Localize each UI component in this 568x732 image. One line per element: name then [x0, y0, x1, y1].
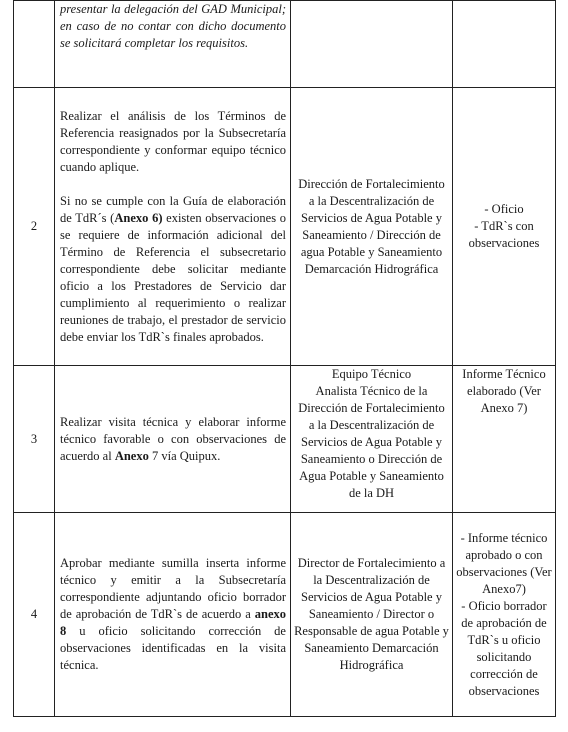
procedure-table — [13, 0, 556, 717]
activity-text: 7 vía Quipux. — [148, 448, 221, 463]
activity-paragraph — [60, 555, 286, 674]
step-number-cell: 4 — [14, 513, 55, 717]
table-row — [14, 513, 556, 717]
responsible-cell — [291, 366, 453, 513]
output-cell — [453, 1, 556, 88]
annex-reference: Anexo 6) — [114, 210, 163, 225]
output-item: - Informe técnico aprobado o con observaciones (Ver Anexo7) — [456, 530, 552, 596]
activity-paragraph — [60, 414, 286, 465]
responsible-cell: Dirección de Fortalecimiento a la Descentralización de Servicios de Agua Potable y Saneamiento / Dirección de agua Potable y Saneamiento Demarcación Hidrográfica — [291, 88, 453, 366]
responsible-cell — [291, 1, 453, 88]
activity-text: u oficio solicitando corrección de observaciones identificadas en la visita técnica. — [60, 624, 286, 672]
table-row — [14, 88, 556, 366]
responsible-cell: Director de Fortalecimiento a la Descentralización de Servicios de Agua Potable y Saneamiento / Director o Responsable de agua Potable y Saneamiento Demarcación Hidrográfica — [291, 513, 453, 717]
output-item: - Oficio — [484, 202, 524, 216]
table-row — [14, 366, 556, 513]
responsible-text: Analista Técnico de la Dirección de Fortalecimiento a la Descentralización de Servicios de Agua Potable y Saneamiento o Dirección de Agua Potable y Saneamiento de la DH — [298, 384, 445, 500]
activity-cell — [55, 366, 291, 513]
output-cell — [453, 88, 556, 366]
step-number-cell: 3 — [14, 366, 55, 513]
output-cell — [453, 513, 556, 717]
activity-text: existen observaciones o se requiere de información adicional del Término de Referencia el subsecretario correspondiente debe solicitar mediante oficio a los Prestadores de Servicio dar cumplimiento al requerimiento o realizar reuniones de trabajo, el prestador de servicio debe enviar los TdR`s finales aprobados. — [60, 210, 286, 344]
output-item: - TdR`s con observaciones — [468, 219, 540, 250]
responsible-text: Equipo Técnico — [331, 367, 412, 381]
activity-paragraph: Realizar el análisis de los Términos de Referencia reasignados por la Subsecretaría correspondiente y conformar equipo técnico cuando aplique. — [60, 108, 286, 174]
step-number-cell — [14, 1, 55, 88]
activity-text: Realizar visita técnica y elaborar informe técnico favorable o con observaciones de acuerdo al — [60, 414, 286, 463]
output-item: - Oficio borrador de aprobación de TdR`s u oficio solicitando corrección de observaciones — [461, 598, 547, 698]
activity-cell — [55, 88, 291, 366]
activity-paragraph — [60, 193, 286, 346]
activity-text: Si no se cumple con la Guía de elaboración de TdR´s ( — [60, 193, 286, 225]
activity-cell — [55, 513, 291, 717]
activity-text: Aprobar mediante sumilla inserta informe técnico y emitir a la Subsecretaría correspondiente adjuntando oficio borrador de aprobación de TdR`s de acuerdo a — [60, 556, 286, 621]
activity-cell — [55, 1, 291, 88]
table-row — [14, 1, 556, 88]
output-cell: Informe Técnico elaborado (Ver Anexo 7) — [453, 366, 556, 513]
activity-text: presentar la delegación del GAD Municipal; en caso de no contar con dicho documento se solicitará completar los requisitos. — [60, 2, 286, 50]
annex-reference: anexo 8 — [60, 607, 286, 638]
step-number-cell: 2 — [14, 88, 55, 366]
annex-reference: Anexo — [114, 448, 149, 463]
